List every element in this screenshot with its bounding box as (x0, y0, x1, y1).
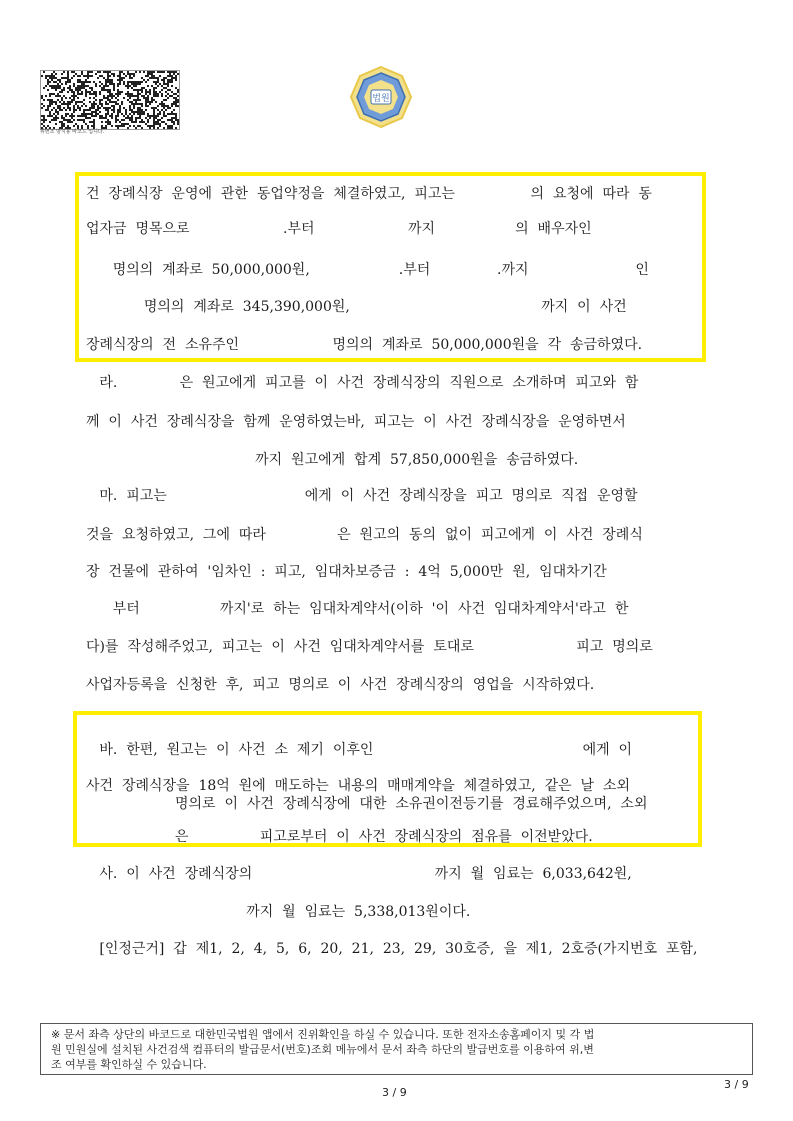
body-line-17: 명의로 이 사건 장례식장에 대한 소유권이전등기를 경료해주었으며, 소외 (86, 796, 648, 812)
barcode-caption: 위변조 방지용 바코드 입니다. (40, 129, 105, 135)
body-line-1: 건 장례식장 운영에 관한 동업약정을 체결하였고, 피고는 의 요청에 따라 동 (86, 186, 652, 202)
body-line-4: 명의의 계좌로 345,390,000원, 까지 이 사건 (86, 299, 627, 315)
body-line-11: 장 건물에 관하여 '임차인 : 피고, 임대차보증금 : 4억 5,000만 원, 임대차기간 (86, 564, 607, 580)
body-line-16: 사건 장례식장을 18억 원에 매도하는 내용의 매매계약을 체결하였고, 같은 날 소외 (86, 778, 631, 794)
body-line-15: 바. 한편, 원고는 이 사건 소 제기 이후인 에게 이 (86, 742, 633, 758)
body-line-12: 부터 까지'로 하는 임대차계약서(이하 '이 사건 임대차계약서'라고 한 (86, 601, 629, 617)
page-number-right: 3 / 9 (724, 1078, 749, 1091)
body-line-10: 것을 요청하였고, 그에 따라 은 원고의 동의 없이 피고에게 이 사건 장례식 (86, 527, 643, 543)
court-seal-emblem (349, 65, 413, 129)
verification-notice (40, 1023, 753, 1075)
notice-line-3: 조 여부를 확인하실 수 있습니다. (51, 1058, 207, 1071)
body-line-18: 은 피고로부터 이 사건 장례식장의 점유를 이전받았다. (86, 829, 593, 845)
body-line-13: 다)를 작성해주었고, 피고는 이 사건 임대차계약서를 토대로 피고 명의로 (86, 639, 653, 655)
barcode-pattern (41, 71, 179, 129)
body-line-6: 라. 은 원고에게 피고를 이 사건 장례식장의 직원으로 소개하며 피고와 함 (86, 375, 639, 391)
body-line-8: 까지 원고에게 합계 57,850,000원을 송금하였다. (86, 452, 579, 468)
notice-line-2: 원 민원실에 설치된 사건검색 컴퓨터의 발급문서(번호)조회 메뉴에서 문서 좌측 하단의 발급번호를 이용하여 위,변 (51, 1043, 594, 1056)
body-line-19: 사. 이 사건 장례식장의 까지 월 임료는 6,033,642원, (86, 866, 632, 882)
page-number-center: 3 / 9 (382, 1086, 407, 1099)
seal-text: 법원 (372, 94, 390, 104)
body-line-2: 업자금 명목으로 .부터 까지 의 배우자인 (86, 221, 592, 237)
body-line-3: 명의의 계좌로 50,000,000원, .부터 .까지 인 (86, 262, 649, 278)
body-line-14: 사업자등록을 신청한 후, 피고 명의로 이 사건 장례식장의 영업을 시작하였다. (86, 677, 595, 693)
body-line-9: 마. 피고는 에게 이 사건 장례식장을 피고 명의로 직접 운영할 (86, 488, 638, 504)
body-line-5: 장례식장의 전 소유주인 명의의 계좌로 50,000,000원을 각 송금하였다. (86, 337, 643, 353)
document-barcode[interactable] (40, 70, 180, 130)
body-line-20: 까지 월 임료는 5,338,013원이다. (86, 904, 471, 920)
body-line-7: 께 이 사건 장례식장을 함께 운영하였는바, 피고는 이 사건 장례식장을 운영하면서 (86, 414, 626, 430)
body-line-21: [인정근거] 갑 제1, 2, 4, 5, 6, 20, 21, 23, 29, 30호증, 을 제1, 2호증(가지번호 포함, (86, 941, 698, 957)
notice-line-1: ※ 문서 좌측 상단의 바코드로 대한민국법원 앱에서 진위확인을 하실 수 있습니다. 또한 전자소송홈페이지 및 각 법 (51, 1028, 595, 1041)
